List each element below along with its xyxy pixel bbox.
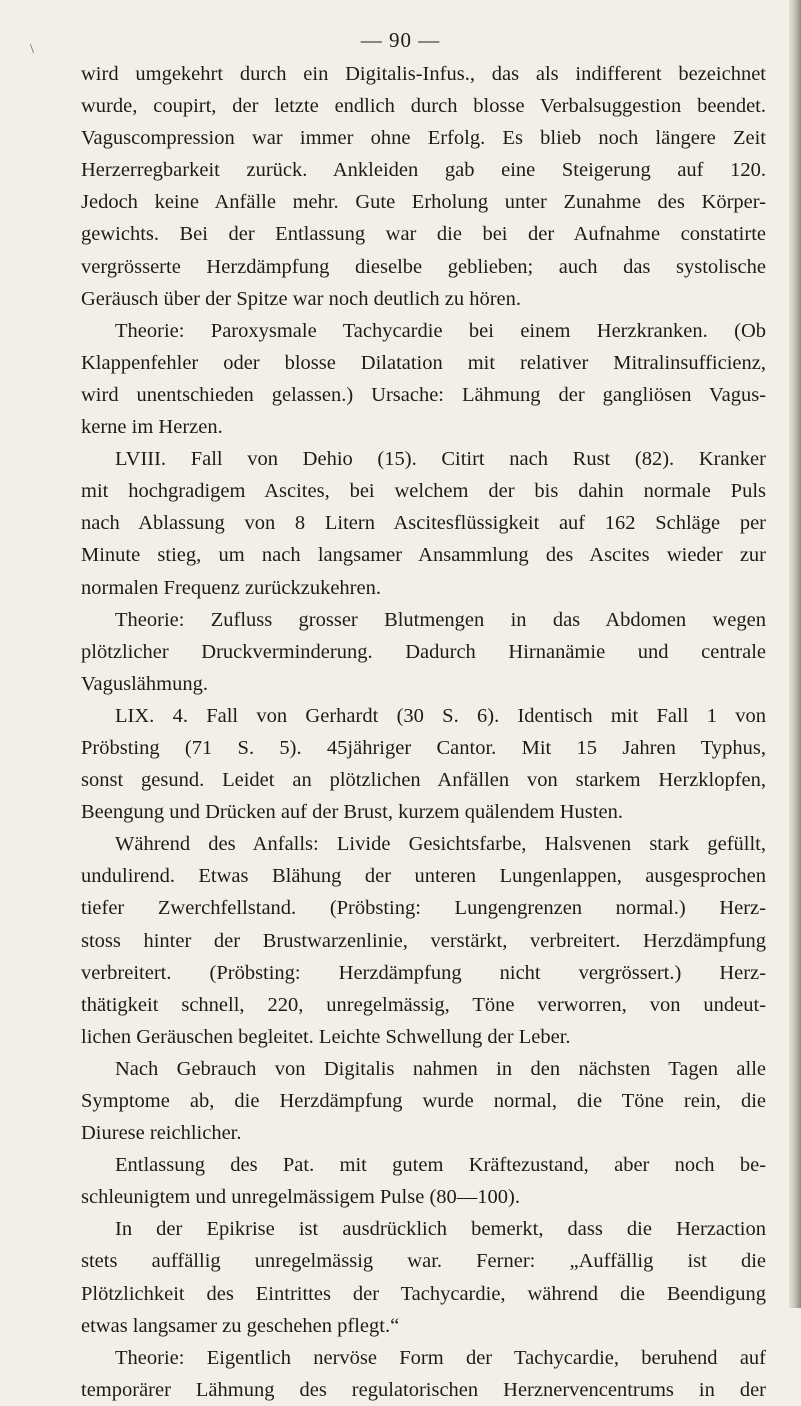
corner-mark: \ xyxy=(30,42,34,57)
text-line: schleunigtem und unregelmässigem Pulse (80—100). xyxy=(81,1186,520,1209)
page-number: — 90 — xyxy=(360,28,441,52)
text-line: mit hochgradigem Ascites, bei welchem der bis dahin normale Puls xyxy=(81,480,766,503)
page-edge-shadow xyxy=(789,0,801,1308)
text-line: Plötzlichkeit des Eintrittes der Tachycardie, während die Beendigung xyxy=(81,1282,766,1305)
text-line: Vaguslähmung. xyxy=(81,672,208,695)
text-line: Diurese reichlicher. xyxy=(81,1122,242,1145)
text-line: Klappenfehler oder blosse Dilatation mit relativer Mitralinsufficienz, xyxy=(81,351,766,374)
text-line: wurde, coupirt, der letzte endlich durch blosse Verbalsuggestion beendet. xyxy=(81,95,766,118)
text-line: nach Ablassung von 8 Litern Ascitesflüssigkeit auf 162 Schläge per xyxy=(81,512,766,535)
body-text xyxy=(81,58,766,1406)
text-line: Symptome ab, die Herzdämpfung wurde normal, die Töne rein, die xyxy=(81,1090,766,1112)
text-line: Theorie: Eigentlich nervöse Form der Tachycardie, beruhend auf xyxy=(115,1346,766,1369)
text-line: Pröbsting (71 S. 5). 45jähriger Cantor. Mit 15 Jahren Typhus, xyxy=(81,736,766,759)
text-line: vergrösserte Herzdämpfung dieselbe geblieben; auch das systolische xyxy=(81,255,766,278)
text-line: etwas langsamer zu geschehen pflegt.“ xyxy=(81,1314,400,1337)
text-line: LVIII. Fall von Dehio (15). Citirt nach Rust (82). Kranker xyxy=(115,448,766,471)
text-line: Minute stieg, um nach langsamer Ansammlung des Ascites wieder zur xyxy=(81,544,766,567)
text-line: Während des Anfalls: Livide Gesichtsfarbe, Halsvenen stark gefüllt, xyxy=(115,833,766,856)
text-line: plötzlicher Druckverminderung. Dadurch Hirnanämie und centrale xyxy=(81,640,766,663)
text-line: Vaguscompression war immer ohne Erfolg. Es blieb noch längere Zeit xyxy=(81,127,766,150)
text-line: Geräusch über der Spitze war noch deutlich zu hören. xyxy=(81,287,522,310)
text-line: kerne im Herzen. xyxy=(81,416,223,439)
text-line: sonst gesund. Leidet an plötzlichen Anfällen von starkem Herzklopfen, xyxy=(81,769,766,792)
text-line: wird unentschieden gelassen.) Ursache: Lähmung der gangliösen Vagus- xyxy=(81,383,766,406)
text-line: LIX. 4. Fall von Gerhardt (30 S. 6). Identisch mit Fall 1 von xyxy=(115,704,766,727)
text-line: temporärer Lähmung des regulatorischen Herznervencentrums in der xyxy=(81,1378,766,1401)
text-line: Nach Gebrauch von Digitalis nahmen in den nächsten Tagen alle xyxy=(115,1057,766,1080)
text-line: tiefer Zwerchfellstand. (Pröbsting: Lungengrenzen normal.) Herz- xyxy=(81,897,766,920)
text-line: Theorie: Zufluss grosser Blutmengen in das Abdomen wegen xyxy=(115,608,766,631)
text-line: Herzerregbarkeit zurück. Ankleiden gab eine Steigerung auf 120. xyxy=(81,159,766,182)
text-line: stets auffällig unregelmässig war. Ferner: „Auffällig ist die xyxy=(81,1250,766,1273)
text-line: In der Epikrise ist ausdrücklich bemerkt, dass die Herzaction xyxy=(115,1218,766,1241)
text-line: thätigkeit schnell, 220, unregelmässig, Töne verworren, von undeut- xyxy=(81,993,766,1016)
text-line: gewichts. Bei der Entlassung war die bei der Aufnahme constatirte xyxy=(81,223,766,246)
text-line: lichen Geräuschen begleitet. Leichte Schwellung der Leber. xyxy=(81,1025,571,1048)
text-line: Beengung und Drücken auf der Brust, kurzem quälendem Husten. xyxy=(81,801,623,824)
text-line: stoss hinter der Brustwarzenlinie, verstärkt, verbreitert. Herzdämpfung xyxy=(81,929,766,952)
text-line: verbreitert. (Pröbsting: Herzdämpfung nicht vergrössert.) Herz- xyxy=(81,961,766,984)
text-line: wird umgekehrt durch ein Digitalis-Infus., das als indifferent bezeichnet xyxy=(81,63,766,85)
text-line: Theorie: Paroxysmale Tachycardie bei einem Herzkranken. (Ob xyxy=(115,319,766,342)
text-line: Jedoch keine Anfälle mehr. Gute Erholung unter Zunahme des Körper- xyxy=(81,191,766,214)
text-line: normalen Frequenz zurückzukehren. xyxy=(81,576,381,599)
text-line: Entlassung des Pat. mit gutem Kräftezustand, aber noch be- xyxy=(115,1154,766,1177)
text-line: undulirend. Etwas Blähung der unteren Lungenlappen, ausgesprochen xyxy=(81,865,766,888)
